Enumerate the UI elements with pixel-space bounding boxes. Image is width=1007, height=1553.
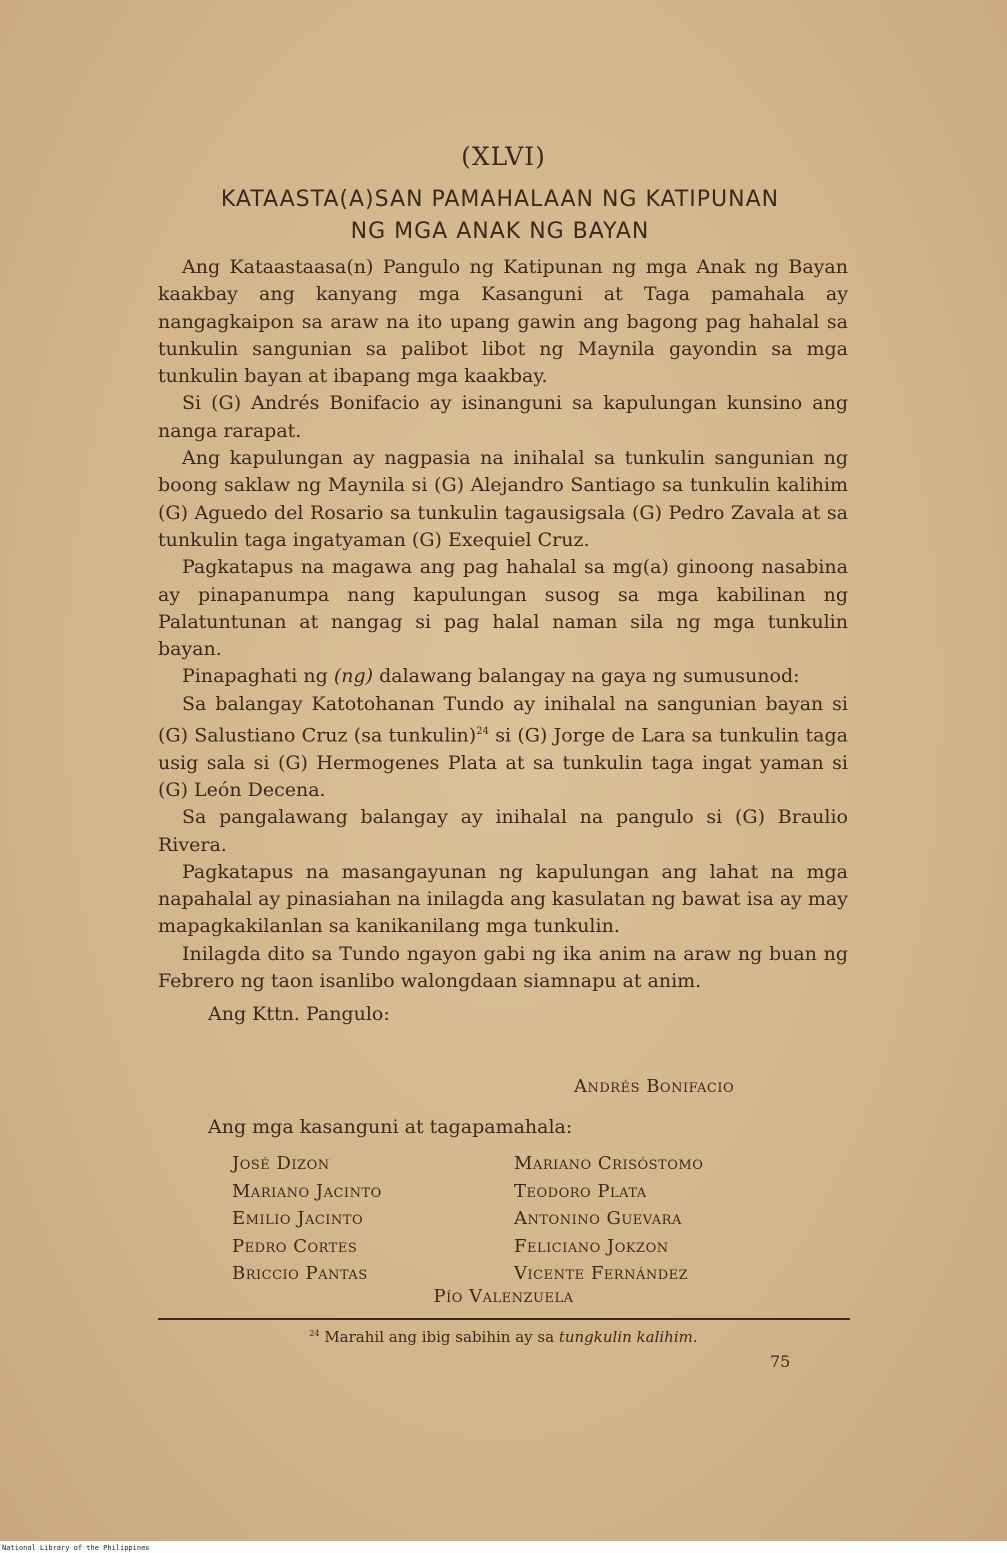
paragraph-text: Sa balangay Katotohanan Tundo ay inihalal na sangunian bayan si (G) Salustiano Cruz (sa tunkulin) [158, 692, 848, 747]
paragraph-text: Pinapaghati ng [182, 665, 334, 688]
signatory: Emilio Jacinto [232, 1208, 364, 1230]
paragraph: Pagkatapus na masangayunan ng kapulungan ang lahat na mga napahalal ay pinasiahan na inilagda ang kasulatan ng bawat isa ay may mapagkakilanlan sa kanikanilang mga tunkulin. [158, 860, 848, 938]
heading-line-1: KATAASTA(A)SAN PAMAHALAAN NG KATIPUNAN [220, 187, 780, 212]
paragraph [158, 691, 848, 805]
signatory: Vicente Fernández [514, 1263, 689, 1285]
paragraph-text: dalawang balangay na gaya ng sumusunod: [373, 665, 800, 688]
paragraph: Sa pangalawang balangay ay inihalal na pangulo si (G) Braulio Rivera. [158, 806, 848, 856]
closing-line: Ang Kttn. Pangulo: [208, 1003, 390, 1026]
signatory: Mariano Jacinto [232, 1180, 382, 1202]
signatories-list [232, 1150, 792, 1288]
signatory: Feliciano Jokzon [514, 1235, 669, 1257]
signatory: Briccio Pantas [232, 1263, 368, 1285]
signatory: Antonino Guevara [514, 1208, 682, 1230]
signatory: Pío Valenzuela [433, 1286, 574, 1307]
footnote-divider [158, 1318, 850, 1320]
signatories-heading: Ang mga kasanguni at tagapamahala: [208, 1116, 573, 1138]
footnote-number: 24 [309, 1329, 320, 1338]
signatory: Teodoro Plata [514, 1180, 647, 1202]
paragraph: Ang Kataastaasa(n) Pangulo ng Katipunan ng mga Anak ng Bayan kaakbay ang kanyang mga Kasanguni at Taga pamahala ay nangagkaipon sa araw na ito upang gawin ang bagong pag hahalal sa tunkulin sangunian sa palibot libot ng Maynila gayondin sa mga tunkulin bayan at ibapang mga kaakbay. [158, 256, 848, 388]
footnote-text: Marahil ang ibig sabihin ay sa [324, 1328, 559, 1346]
paragraph-text: si (G) Jorge de Lara sa tunkulin taga usig sala si (G) Hermogenes Plata at sa tunkulin taga ingat yaman si (G) León Decena. [158, 724, 848, 801]
paragraph: Si (G) Andrés Bonifacio ay isinanguni sa kapulungan kunsino ang nanga rarapat. [158, 392, 848, 442]
footnote [0, 1328, 1007, 1346]
signatory: Pedro Cortes [232, 1235, 358, 1257]
document-number: (XLVI) [461, 142, 546, 171]
credit-bar [0, 1541, 1007, 1553]
president-signature: Andrés Bonifacio [574, 1076, 735, 1097]
footnote-italic: tungkulin kalihim. [558, 1328, 698, 1346]
scan-credit: National Library of the Philippines [2, 1544, 150, 1552]
page-number: 75 [770, 1352, 791, 1371]
paragraph [158, 663, 848, 690]
paragraph: Inilagda dito sa Tundo ngayon gabi ng ika anim na araw ng buan ng Febrero ng taon isanlibo walongdaan siamnapu at anim. [158, 942, 848, 993]
italic-text: (ng) [333, 665, 374, 688]
paragraph: Pagkatapus na magawa ang pag hahalal sa mg(a) ginoong nasabina ay pinapanumpa nang kapulungan susog sa mga kabilinan ng Palatuntunan at nangag si pag halal naman sila ng mga tunkulin bayan. [158, 556, 848, 661]
signatory: José Dizon [232, 1153, 330, 1174]
signatory: Mariano Crisóstomo [514, 1153, 704, 1174]
document-body [158, 254, 848, 1029]
footnote-reference[interactable]: 24 [476, 726, 489, 738]
paragraph: Ang kapulungan ay nagpasia na inihalal sa tunkulin sangunian ng boong saklaw ng Maynila si (G) Alejandro Santiago sa tunkulin kalihim (G) Aguedo del Rosario sa tunkulin tagausigsala (G) Pedro Zavala at sa tunkulin taga ingatyaman (G) Exequiel Cruz. [158, 447, 848, 551]
document-heading [150, 184, 850, 248]
heading-line-2: NG MGA ANAK NG BAYAN [350, 219, 650, 244]
